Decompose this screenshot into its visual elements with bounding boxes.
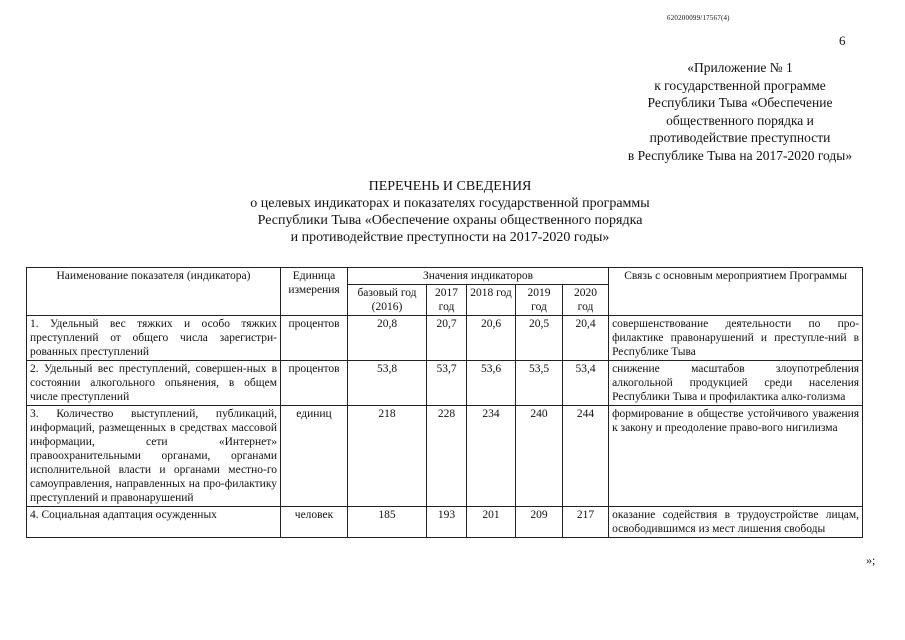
header-year: базовый год (2016) (348, 285, 427, 316)
cell-value: 20,4 (563, 316, 609, 361)
cell-value: 185 (348, 507, 427, 538)
cell-unit: процентов (281, 361, 348, 406)
cell-link: оказание содействия в трудоустройстве лицам, освободившимся из мест лишения свободы (609, 507, 863, 538)
header-year: 2019 год (516, 285, 563, 316)
closing-quote-mark: »; (866, 553, 876, 567)
cell-value: 228 (427, 406, 467, 507)
cell-name: 3. Количество выступлений, публикаций, информаций, размещенных в средствах массовой информации, сети «Интернет» правоохранительными органами, органами исполнительной власти и органами местно-го самоуправления, направленных на про-филактику преступлений и правонарушений (27, 406, 281, 507)
cell-link: снижение масштабов злоупотребления алкогольной продукцией среди населения Республики Тыва и профилактика алко-голизма (609, 361, 863, 406)
header-year: 2018 год (467, 285, 516, 316)
cell-name: 2. Удельный вес преступлений, совершен-ных в состоянии алкогольного опьянения, в общем числе преступлений (27, 361, 281, 406)
appendix-line: Республики Тыва «Обеспечение (647, 95, 833, 110)
cell-name: 4. Социальная адаптация осужденных (27, 507, 281, 538)
table-row (27, 507, 863, 538)
appendix-block (580, 59, 900, 164)
cell-link: совершенствование деятельности по про-филактике правонарушений и преступле-ний в Республике Тыва (609, 316, 863, 361)
cell-value: 20,7 (427, 316, 467, 361)
header-name: Наименование показателя (индикатора) (27, 268, 281, 316)
table-row (27, 361, 863, 406)
heading-line: и противодействие преступности на 2017-2020 годы» (290, 230, 610, 245)
header-year: 2017 год (427, 285, 467, 316)
appendix-line: «Приложение № 1 (687, 60, 793, 75)
heading-line: о целевых индикаторах и показателях государственной программы (250, 196, 650, 211)
header-values-group: Значения индикаторов (348, 268, 609, 285)
cell-value: 193 (427, 507, 467, 538)
cell-link: формирование в обществе устойчивого уважения к закону и преодоление право-вого нигилизма (609, 406, 863, 507)
cell-value: 218 (348, 406, 427, 507)
table-row (27, 406, 863, 507)
cell-value: 240 (516, 406, 563, 507)
cell-unit: процентов (281, 316, 348, 361)
cell-value: 53,5 (516, 361, 563, 406)
cell-value: 201 (467, 507, 516, 538)
page-number: 6 (839, 33, 846, 48)
cell-value: 53,4 (563, 361, 609, 406)
table-row (27, 316, 863, 361)
cell-value: 209 (516, 507, 563, 538)
document-id: 620200099/17567(4) (667, 14, 730, 22)
header-link: Связь с основным мероприятием Программы (609, 268, 863, 316)
cell-name: 1. Удельный вес тяжких и особо тяжких преступлений от общего числа зарегистри-рованных преступлений (27, 316, 281, 361)
cell-value: 244 (563, 406, 609, 507)
cell-value: 20,5 (516, 316, 563, 361)
cell-value: 217 (563, 507, 609, 538)
indicators-table (26, 267, 863, 538)
appendix-line: противодействие преступности (649, 130, 831, 145)
cell-unit: единиц (281, 406, 348, 507)
cell-unit: человек (281, 507, 348, 538)
appendix-line: в Республике Тыва на 2017-2020 годы» (627, 147, 853, 163)
heading-line: Республики Тыва «Обеспечение охраны общественного порядка (257, 213, 643, 228)
header-year: 2020 год (563, 285, 609, 316)
cell-value: 53,6 (467, 361, 516, 406)
document-heading (150, 178, 750, 246)
header-unit: Единица измерения (281, 268, 348, 316)
cell-value: 20,8 (348, 316, 427, 361)
appendix-line: общественного порядка и (666, 112, 814, 128)
cell-value: 234 (467, 406, 516, 507)
appendix-line: к государственной программе (654, 77, 826, 93)
cell-value: 53,8 (348, 361, 427, 406)
cell-value: 20,6 (467, 316, 516, 361)
cell-value: 53,7 (427, 361, 467, 406)
header-row (27, 268, 863, 285)
heading-title: ПЕРЕЧЕНЬ И СВЕДЕНИЯ (368, 179, 532, 194)
